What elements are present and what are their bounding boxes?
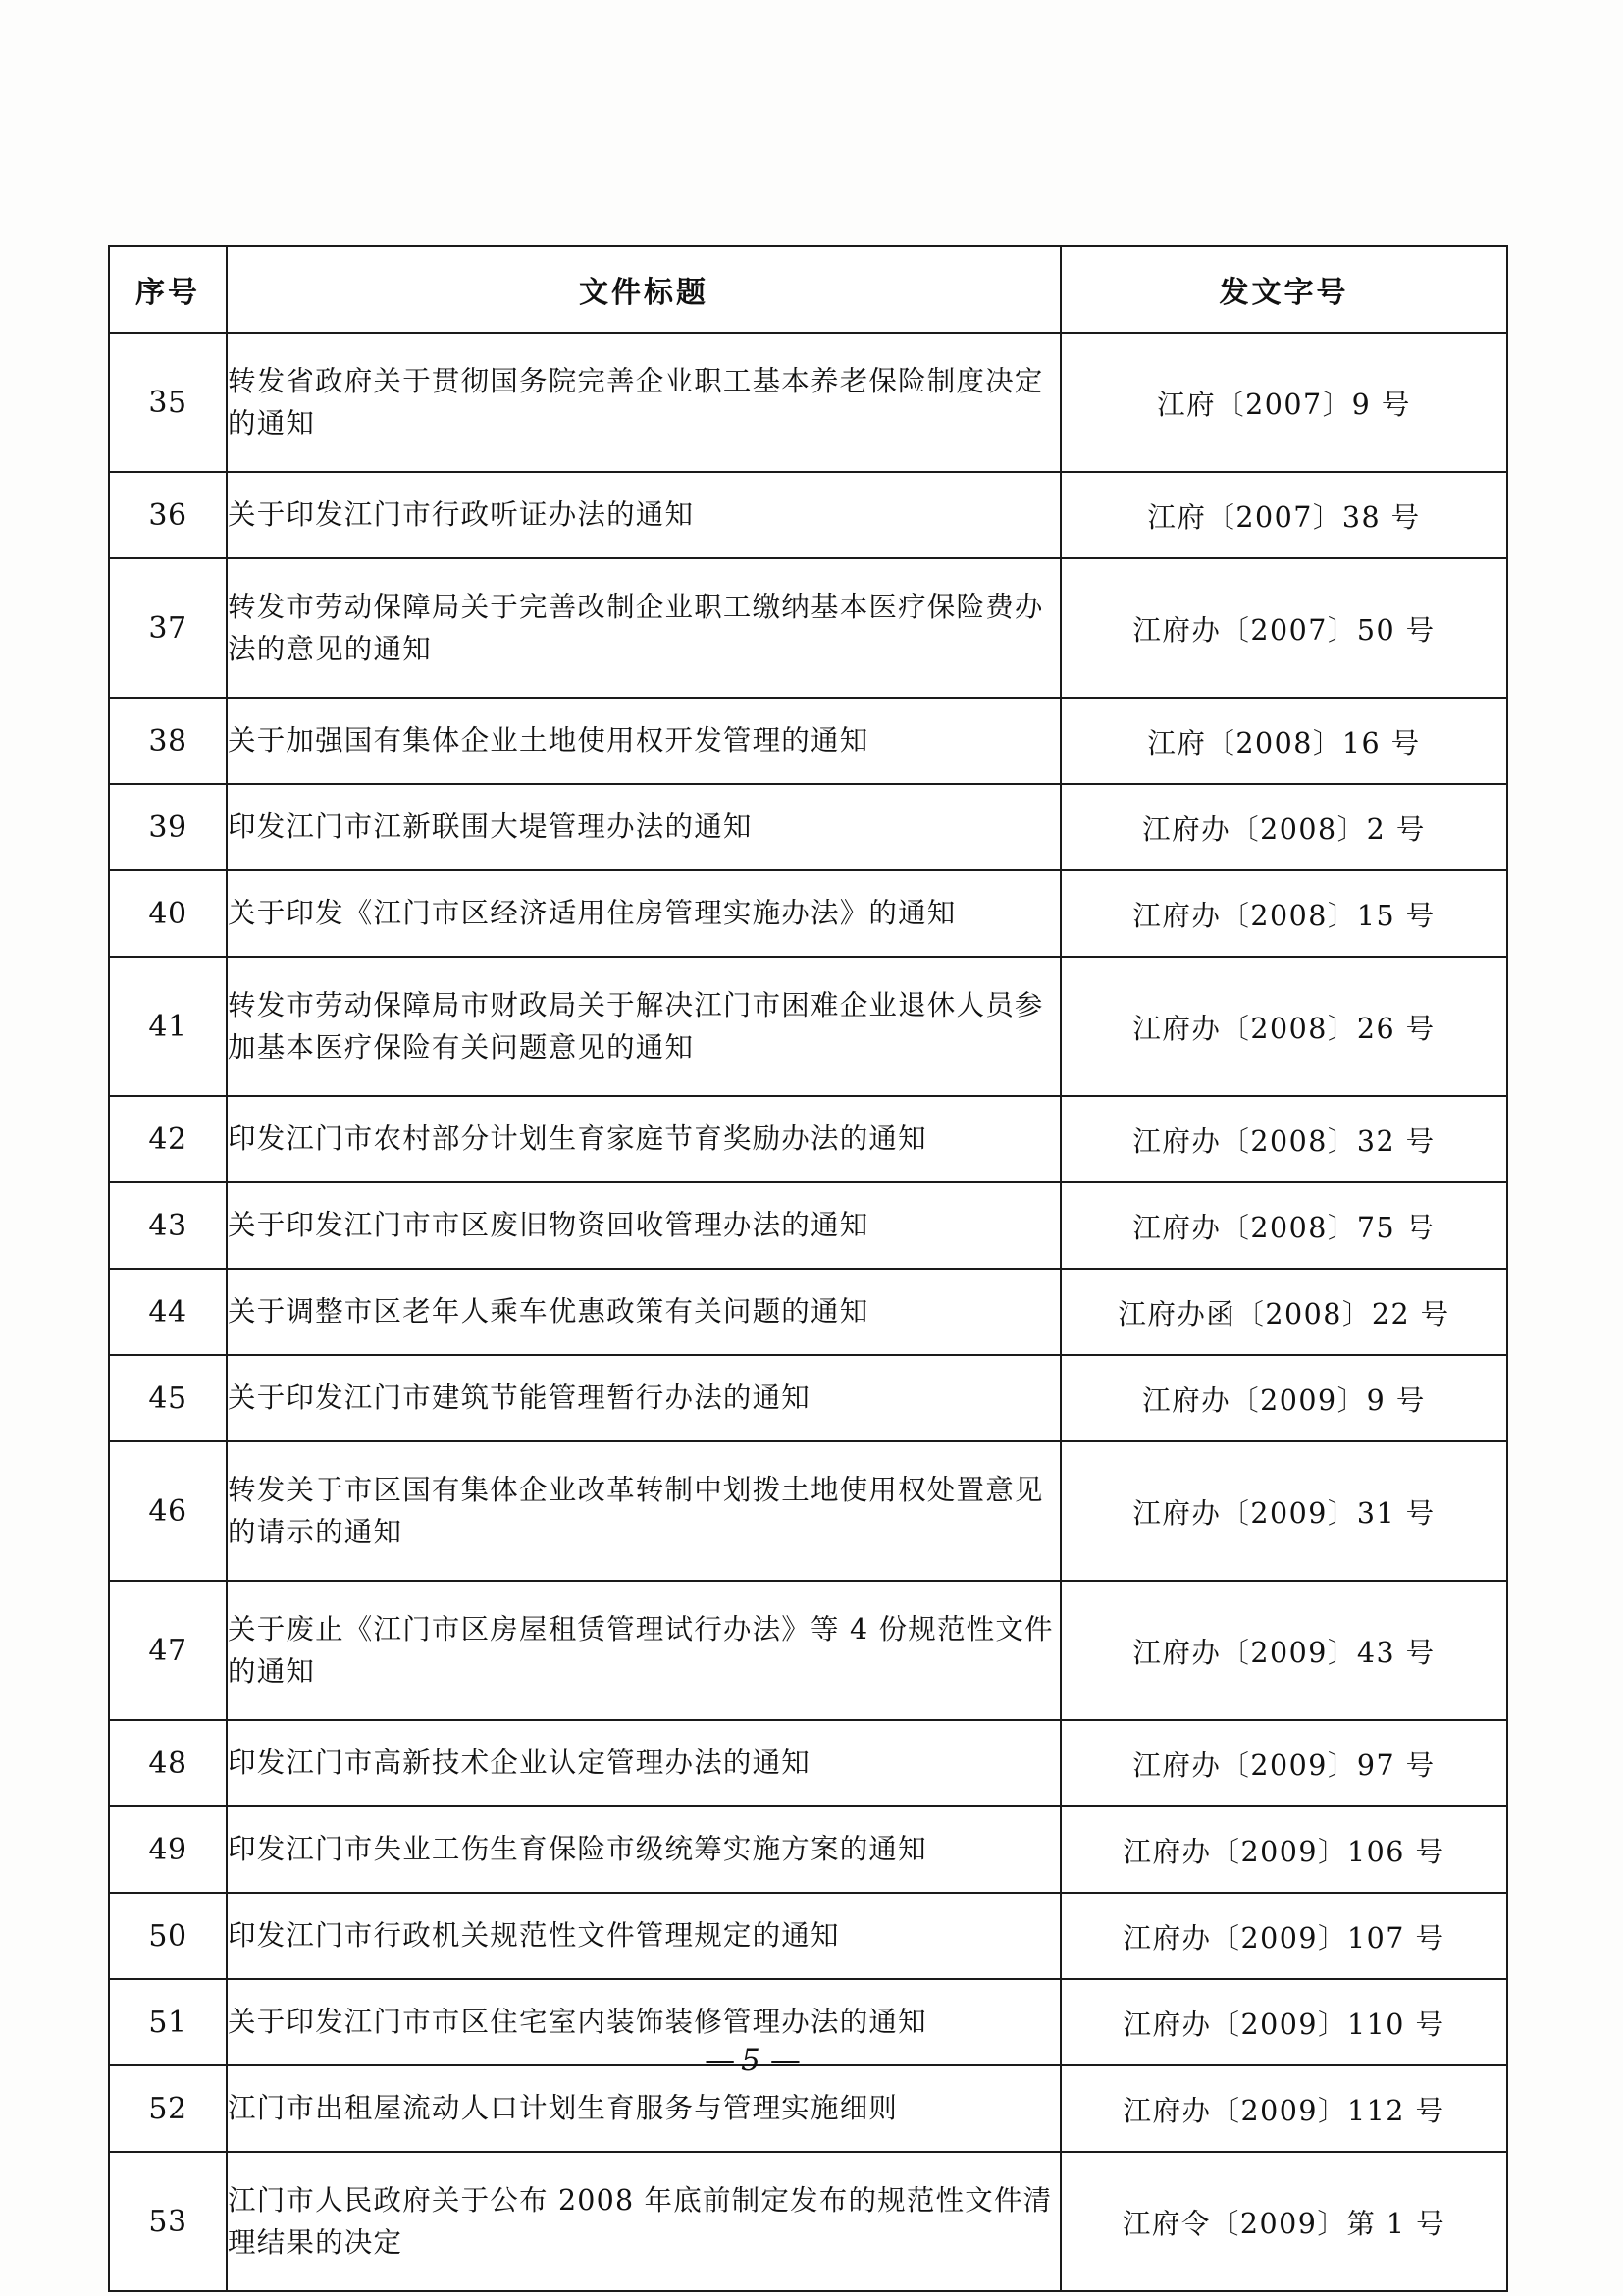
table-row (109, 1806, 1507, 1893)
cell-document-title: 江门市出租屋流动人口计划生育服务与管理实施细则 (227, 2065, 1061, 2152)
table-row (109, 1441, 1507, 1581)
column-header-sequence: 序号 (109, 246, 227, 333)
cell-document-title: 关于印发江门市市区废旧物资回收管理办法的通知 (227, 1182, 1061, 1269)
cell-document-title: 印发江门市江新联围大堤管理办法的通知 (227, 784, 1061, 870)
table-row (109, 1720, 1507, 1806)
cell-document-number: 江府办〔2008〕32 号 (1061, 1096, 1507, 1182)
cell-sequence-number: 35 (109, 333, 227, 472)
cell-document-number: 江府办〔2009〕43 号 (1061, 1581, 1507, 1720)
cell-document-number: 江府〔2007〕38 号 (1061, 472, 1507, 558)
cell-document-title: 关于印发江门市行政听证办法的通知 (227, 472, 1061, 558)
table-row (109, 2152, 1507, 2291)
table-row (109, 1893, 1507, 1979)
table-row (109, 558, 1507, 698)
cell-sequence-number: 40 (109, 870, 227, 957)
table-row (109, 1096, 1507, 1182)
table-row (109, 1581, 1507, 1720)
cell-sequence-number: 38 (109, 698, 227, 784)
table-row (109, 1269, 1507, 1355)
cell-document-title: 印发江门市农村部分计划生育家庭节育奖励办法的通知 (227, 1096, 1061, 1182)
regulatory-documents-table (108, 245, 1508, 2292)
column-header-document-number: 发文字号 (1061, 246, 1507, 333)
table-row (109, 957, 1507, 1096)
cell-document-title: 转发市劳动保障局关于完善改制企业职工缴纳基本医疗保险费办法的意见的通知 (227, 558, 1061, 698)
cell-document-title: 关于加强国有集体企业土地使用权开发管理的通知 (227, 698, 1061, 784)
cell-document-title: 印发江门市行政机关规范性文件管理规定的通知 (227, 1893, 1061, 1979)
cell-document-title: 转发关于市区国有集体企业改革转制中划拨土地使用权处置意见的请示的通知 (227, 1441, 1061, 1581)
cell-document-number: 江府办〔2009〕112 号 (1061, 2065, 1507, 2152)
table-header (109, 246, 1507, 333)
cell-document-number: 江府办〔2009〕106 号 (1061, 1806, 1507, 1893)
cell-document-number: 江府令〔2009〕第 1 号 (1061, 2152, 1507, 2291)
cell-document-number: 江府办〔2009〕110 号 (1061, 1979, 1507, 2065)
cell-sequence-number: 37 (109, 558, 227, 698)
table-row (109, 870, 1507, 957)
cell-document-title: 江门市人民政府关于公布 2008 年底前制定发布的规范性文件清理结果的决定 (227, 2152, 1061, 2291)
page-footer (0, 2043, 1623, 2078)
cell-document-title: 关于废止《江门市区房屋租赁管理试行办法》等 4 份规范性文件的通知 (227, 1581, 1061, 1720)
cell-sequence-number: 44 (109, 1269, 227, 1355)
cell-document-number: 江府办〔2009〕107 号 (1061, 1893, 1507, 1979)
table-body (109, 333, 1507, 2291)
table-row (109, 698, 1507, 784)
cell-document-number: 江府办〔2009〕31 号 (1061, 1441, 1507, 1581)
cell-document-title: 关于印发江门市市区住宅室内装饰装修管理办法的通知 (227, 1979, 1061, 2065)
cell-sequence-number: 39 (109, 784, 227, 870)
cell-document-number: 江府办〔2008〕26 号 (1061, 957, 1507, 1096)
table-header-row (109, 246, 1507, 333)
cell-document-title: 关于调整市区老年人乘车优惠政策有关问题的通知 (227, 1269, 1061, 1355)
cell-document-number: 江府办〔2009〕9 号 (1061, 1355, 1507, 1441)
cell-document-title: 转发省政府关于贯彻国务院完善企业职工基本养老保险制度决定的通知 (227, 333, 1061, 472)
cell-document-number: 江府办〔2007〕50 号 (1061, 558, 1507, 698)
page-number: 5 (741, 2043, 764, 2078)
cell-document-number: 江府办〔2008〕15 号 (1061, 870, 1507, 957)
cell-document-number: 江府办〔2009〕97 号 (1061, 1720, 1507, 1806)
cell-document-number: 江府〔2007〕9 号 (1061, 333, 1507, 472)
cell-sequence-number: 49 (109, 1806, 227, 1893)
table-row (109, 2065, 1507, 2152)
cell-document-title: 转发市劳动保障局市财政局关于解决江门市困难企业退休人员参加基本医疗保险有关问题意见的通知 (227, 957, 1061, 1096)
table-row (109, 1182, 1507, 1269)
cell-sequence-number: 53 (109, 2152, 227, 2291)
table-row (109, 1355, 1507, 1441)
table-row (109, 333, 1507, 472)
table-row (109, 784, 1507, 870)
footer-dash-right: — (769, 2043, 801, 2078)
footer-dash-left: — (705, 2043, 736, 2078)
cell-sequence-number: 52 (109, 2065, 227, 2152)
regulatory-documents-table-container (108, 245, 1506, 2292)
cell-document-title: 关于印发《江门市区经济适用住房管理实施办法》的通知 (227, 870, 1061, 957)
cell-document-title: 印发江门市失业工伤生育保险市级统筹实施方案的通知 (227, 1806, 1061, 1893)
cell-document-number: 江府〔2008〕16 号 (1061, 698, 1507, 784)
cell-sequence-number: 42 (109, 1096, 227, 1182)
cell-document-number: 江府办函〔2008〕22 号 (1061, 1269, 1507, 1355)
cell-sequence-number: 46 (109, 1441, 227, 1581)
column-header-document-title: 文件标题 (227, 246, 1061, 333)
cell-sequence-number: 36 (109, 472, 227, 558)
cell-sequence-number: 45 (109, 1355, 227, 1441)
cell-sequence-number: 41 (109, 957, 227, 1096)
cell-document-number: 江府办〔2008〕2 号 (1061, 784, 1507, 870)
cell-document-title: 印发江门市高新技术企业认定管理办法的通知 (227, 1720, 1061, 1806)
table-row (109, 472, 1507, 558)
cell-sequence-number: 43 (109, 1182, 227, 1269)
cell-sequence-number: 50 (109, 1893, 227, 1979)
cell-sequence-number: 51 (109, 1979, 227, 2065)
cell-document-number: 江府办〔2008〕75 号 (1061, 1182, 1507, 1269)
cell-sequence-number: 47 (109, 1581, 227, 1720)
cell-document-title: 关于印发江门市建筑节能管理暂行办法的通知 (227, 1355, 1061, 1441)
cell-sequence-number: 48 (109, 1720, 227, 1806)
